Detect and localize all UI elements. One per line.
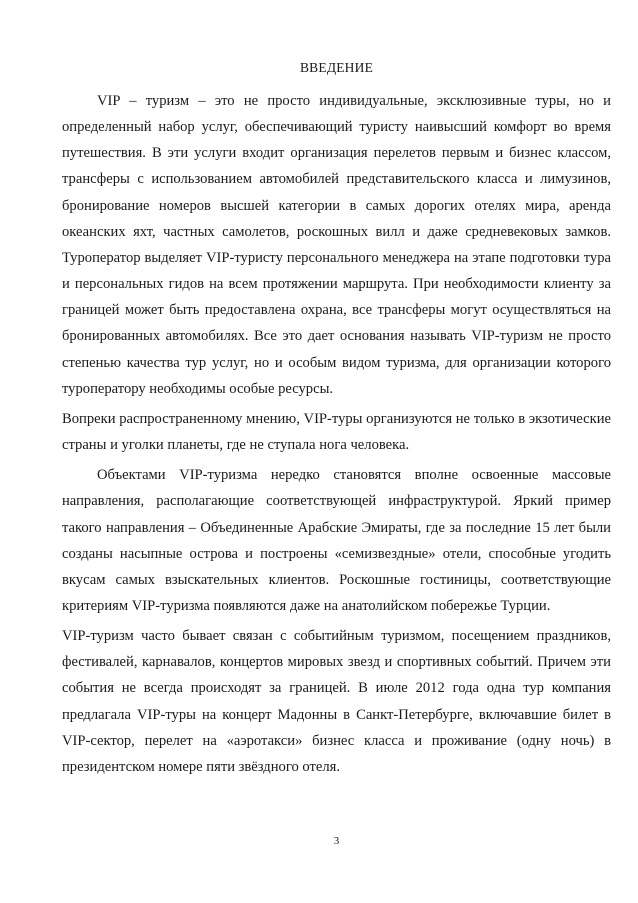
paragraph-destinations: Вопреки распространенному мнению, VIP-туры организуются не только в экзотические страны и уголки планеты, где не ступала нога человека.: [62, 410, 611, 454]
page-title: ВВЕДЕНИЕ: [299, 60, 374, 75]
page-number: 3: [333, 835, 340, 847]
paragraph-vip-definition: VIP – туризм – это не просто индивидуальные, эксклюзивные туры, но и определенный набор услуг, обеспечивающий туристу наивысший комфорт во время путешествия. В эти услуги входит организация перелетов первым и бизнес классом, трансферы с использованием автомобилей представительского класса и лимузинов, бронирование номеров высшей категории в самых дорогих отелях мира, аренда океанских яхт, частных самолетов, роскошных вилл и даже средневековых замков. Туроператор выделяет VIP-туристу персонального менеджера на этапе подготовки тура и персональных гидов на всем протяжении маршрута. При необходимости клиенту за границей может быть предоставлена охрана, все трансферы могут осуществляться на бронированных автомобилях. Все это дает основания называть VIP-туризм не просто степенью качества тур услуг, но и особым видом туризма, для организации которого туроператору необходимы особые ресурсы.: [62, 93, 611, 397]
document-page: [62, 0, 611, 903]
body-text: [62, 88, 611, 784]
paragraph-event-tourism: VIP-туризм часто бывает связан с событийным туризмом, посещением праздников, фестивалей, карнавалов, концертов мировых звезд и спортивных событий. Причем эти события не всегда происходят за границей. В июле 2012 года одна тур компания предлагала VIP-туры на концерт Мадонны в Санкт-Петербурге, включавшие билет в VIP-сектор, перелет на «аэротакси» бизнес класса и проживание (одну ночь) в президентском номере пяти звёздного отеля.: [62, 628, 611, 775]
paragraph-mass-destinations: Объектами VIP-туризма нередко становятся вполне освоенные массовые направления, располагающие соответствующей инфраструктурой. Яркий пример такого направления – Объединенные Арабские Эмираты, где за последние 15 лет были созданы насыпные острова и построены «семизвездные» отели, способные угодить вкусам самых взыскательных клиентов. Роскошные гостиницы, соответствующие критериям VIP-туризма появляются даже на анатолийском побережье Турции.: [62, 467, 611, 614]
